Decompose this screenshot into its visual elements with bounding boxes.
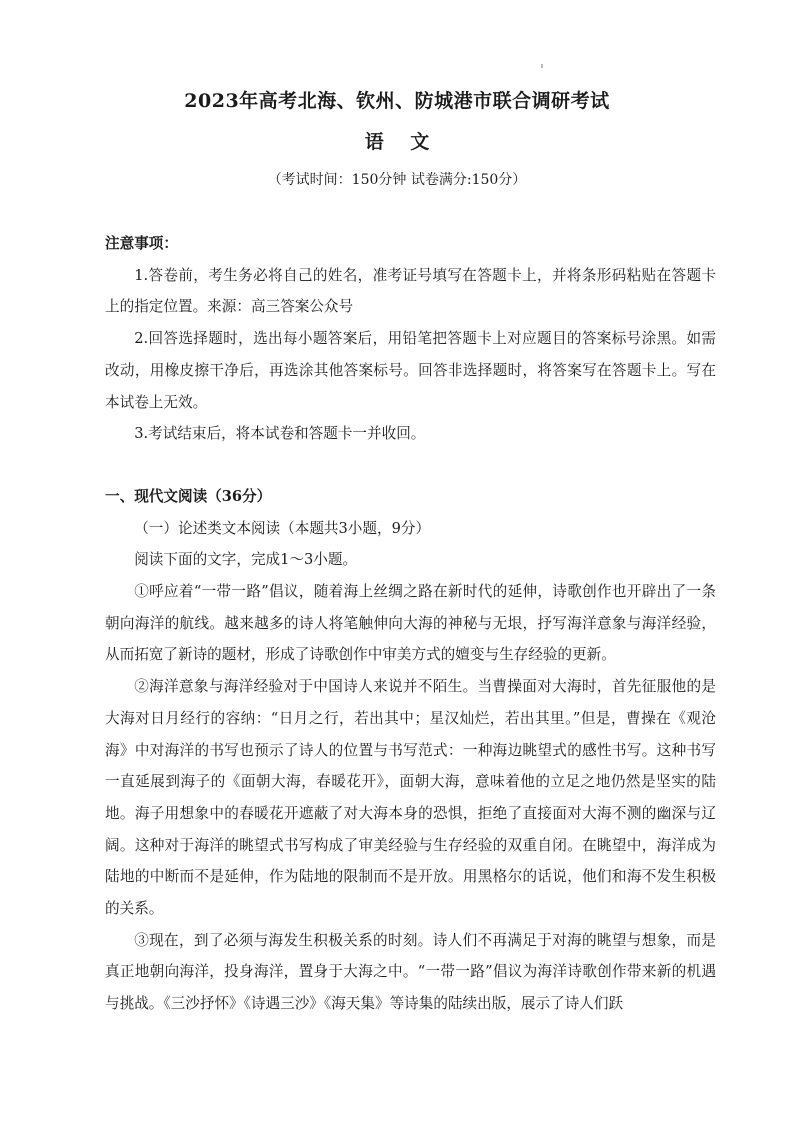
note-item: 1.答卷前，考生务必将自己的姓名，准考证号填写在答题卡上，并将条形码粘贴在答题卡上的指定位置。来源：高三答案公众号: [105, 266, 716, 316]
note-item: 2.回答选择题时，选出每小题答案后，用铅笔把答题卡上对应题目的答案标号涂黑。如需改动，用橡皮擦干净后，再选涂其他答案标号。回答非选择题时，将答案写在答题卡上。写在本试卷上无效。: [105, 330, 716, 411]
scan-speck: [541, 64, 543, 68]
spacer: [105, 450, 716, 481]
section-heading: 一、现代文阅读（36分）: [105, 487, 272, 505]
exam-info: （考试时间：150分钟 试卷满分:150分）: [267, 172, 527, 188]
passage-paragraph: ③现在，到了必须与海发生积极关系的时刻。诗人们不再满足于对海的眺望与想象，而是真正地朝向海洋，投身海洋，置身于大海之中。“一带一路”倡议为海洋诗歌创作带来新的机遇与挑战。《三沙抒怀》《诗遇三沙》《海天集》等诗集的陆续出版，展示了诗人们跃: [105, 931, 716, 1013]
subsection-heading: （一）论述类文本阅读（本题共3小题，9分）: [134, 519, 431, 537]
note-item: 3.考试结束后，将本试卷和答题卡一并收回。: [134, 425, 426, 443]
passage-paragraph: ②海洋意象与海洋经验对于中国诗人来说并不陌生。当曹操面对大海时，首先征服他的是大海对日月经行的容纳：“日月之行，若出其中；星汉灿烂，若出其里。”但是，曹操在《观沧海》中对海洋的书写也预示了诗人的位置与书写范式：一种海边眺望式的感性书写。这种书写一直延展到海子的《面朝大海，春暖花开》，面朝大海，意味着他的立足之地仍然是坚实的陆地。海子用想象中的春暖花开遮蔽了对大海本身的恐惧，拒绝了直接面对大海不测的幽深与辽阔。这种对于海洋的眺望式书写构成了审美经验与生存经验的双重自闭。在眺望中，海洋成为陆地的中断而不是延伸，作为陆地的限制而不是开放。用黑格尔的话说，他们和海不发生积极的关系。: [105, 678, 716, 918]
notes-heading: 注意事项：: [105, 235, 178, 252]
exam-title: 2023年高考北海、钦州、防城港市联合调研考试: [184, 90, 610, 112]
reading-instruction: 阅读下面的文字，完成1～3小题。: [134, 551, 358, 569]
exam-body: [105, 224, 716, 1020]
passage-paragraph: ①呼应着“一带一路”倡议，随着海上丝绸之路在新时代的延伸，诗歌创作也开辟出了一条朝向海洋的航线。越来越多的诗人将笔触伸向大海的神秘与无垠，抒写海洋意象与海洋经验，从而拓宽了新诗的题材，形成了诗歌创作中审美方式的嬗变与生存经验的更新。: [105, 583, 716, 664]
subject-title: 语 文: [364, 131, 440, 153]
